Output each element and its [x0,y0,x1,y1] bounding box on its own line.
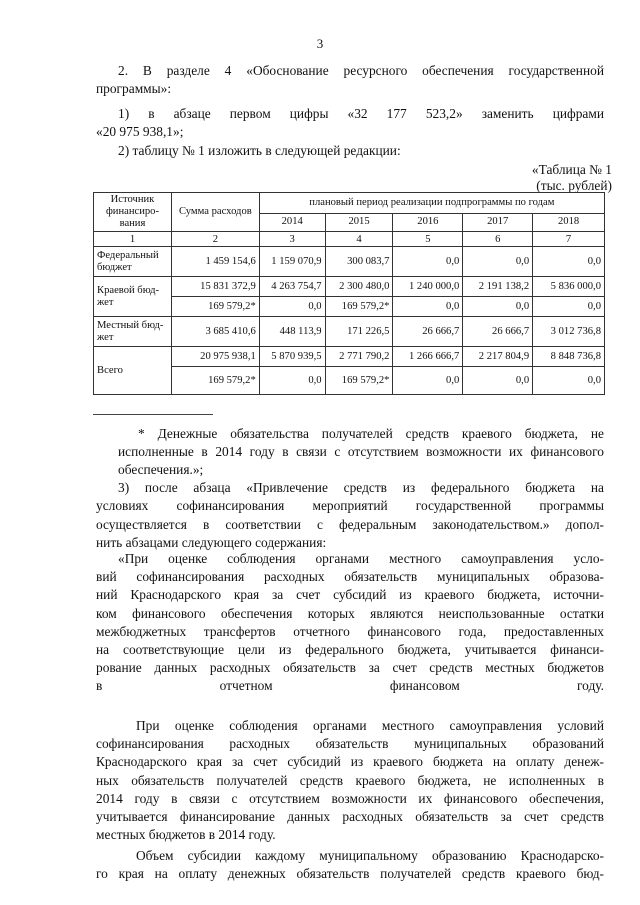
year-header: 2016 [393,213,463,231]
header-sum: Сумма расходов [171,193,259,232]
item-1-cont: «20 975 938,1»; [96,124,184,139]
section-heading: 2. В разделе 4 «Обоснование ресурсного обеспечения государственной [118,63,604,78]
page-number: 3 [316,36,324,51]
item-3: 3) после абзаца «Привлечение средств из федерального бюджета на условиях софинансирования мероприятий государственной программы осуществляется в соответствии с федеральным законодательством.» допол- нить абзацами следующего содержания: [96,480,604,550]
row-label: Местный бюд- жет [94,317,172,347]
year-header: 2015 [325,213,393,231]
row-label: Краевой бюд- жет [94,277,172,317]
footnote: * Денежные обязательства получателей средств краевого бюджета, не исполненные в 2014 году в связи с отсутствием возможности их финансового обеспечения.»; [118,426,604,478]
paragraph-subsidy: Объем субсидии каждому муниципальному образованию Краснодарско- го края на оплату денежных обязательств получателей средств краевого бюд- [96,848,604,882]
header-plan-period: плановый период реализации подпрограммы по годам [259,193,604,214]
table-caption: «Таблица № 1 (тыс. рублей) [531,162,612,193]
year-header: 2018 [533,213,605,231]
section-heading-cont: программы»: [96,81,172,96]
table-row: Федеральный бюджет 1 459 154,6 1 159 070,9 300 083,7 0,0 0,0 0,0 [94,247,605,277]
quoted-paragraph-1: «При оценке соблюдения органами местного самоуправления усло- вий софинансирования расходных обязательств муниципальных образова- ний Краснодарского края за счет субсидий из краевого бюджета, источни- ком финансового обеспечения которых являются неиспользованные остатки межбюджетных трансфертов отчетного финансового года, предоставленных на соответствующие цели из федерального бюджета, учитывается финанси- рование данных расходных обязательств за счет средств местных бюджетов в отчетном финансовом году. [96,551,604,694]
footnote-divider [93,414,213,415]
year-header: 2014 [259,213,325,231]
table-row: 169 579,2* 0,0 169 579,2* 0,0 0,0 0,0 [94,367,605,395]
table-header-row [94,193,605,214]
table-row: Всего 20 975 938,1 5 870 939,5 2 771 790,2 1 266 666,7 2 217 804,9 8 848 736,8 [94,347,605,367]
year-header: 2017 [463,213,533,231]
table-row: 169 579,2* 0,0 169 579,2* 0,0 0,0 0,0 [94,297,605,317]
quoted-paragraph-2: При оценке соблюдения органами местного самоуправления условий софинансирования расходных обязательств муниципальных образований Краснодарского края за счет субсидий из краевого бюджета на оплату денеж- ных обязательств получателей средств краевого бюджета, не исполненных в 2014 году в связи с отсутствием возможности их финансового обеспечения, учитывается финансирование данных расходных обязательств за счет средств местных бюджетов в 2014 году. [96,718,604,843]
row-label: Всего [94,347,172,395]
table-row: Местный бюд- жет 3 685 410,6 448 113,9 171 226,5 26 666,7 26 666,7 3 012 736,8 [94,317,605,347]
financing-table [93,192,605,395]
header-source: Источник финансиро- вания [94,193,172,232]
row-label: Федеральный бюджет [94,247,172,277]
table-index-row: 1 2 3 4 5 6 7 [94,232,605,247]
table-row: Краевой бюд- жет 15 831 372,9 4 263 754,7 2 300 480,0 1 240 000,0 2 191 138,2 5 836 000,0 [94,277,605,297]
item-1: 1) в абзаце первом цифры «32 177 523,2» заменить цифрами [118,106,604,121]
item-2: 2) таблицу № 1 изложить в следующей редакции: [118,143,401,158]
